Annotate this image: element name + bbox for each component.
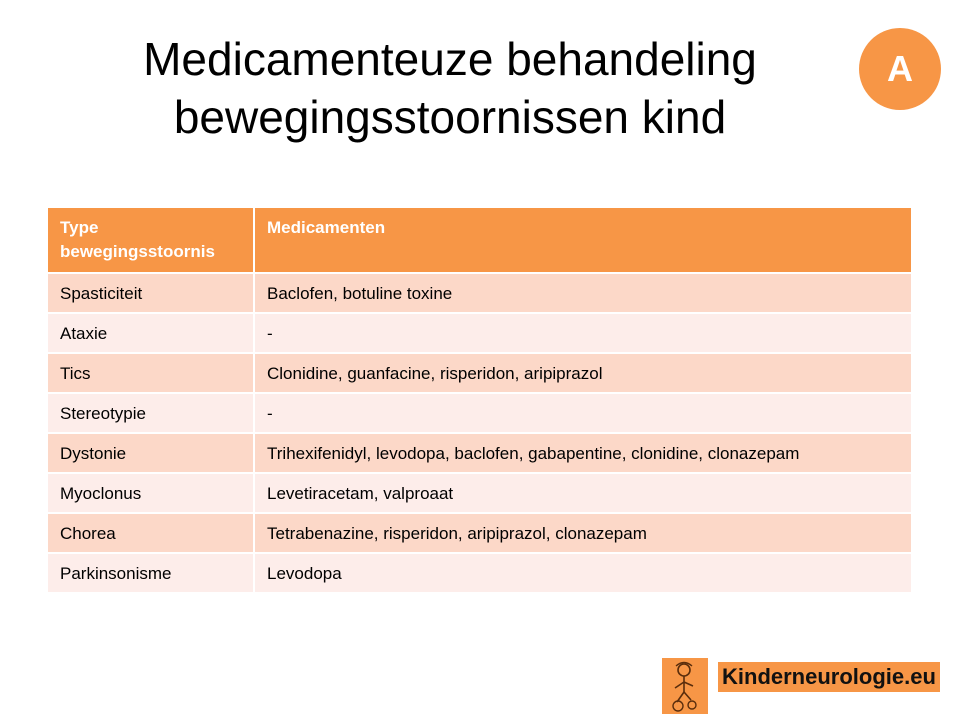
row-medications: Clonidine, guanfacine, risperidon, aripiprazol [254,353,912,393]
table-row [48,433,912,473]
row-type: Spasticiteit [48,273,254,313]
row-medications: Trihexifenidyl, levodopa, baclofen, gabapentine, clonidine, clonazepam [254,433,912,473]
child-figure-icon [662,658,708,714]
row-type: Stereotypie [48,393,254,433]
row-medications: - [254,313,912,353]
slide-title-line-1: Medicamenteuze behandeling [143,33,757,85]
row-type: Tics [48,353,254,393]
row-type: Parkinsonisme [48,553,254,593]
medication-table [48,208,913,594]
slide-title-line-2: bewegingsstoornissen kind [173,91,727,143]
table-row [48,513,912,553]
row-medications: Levetiracetam, valproaat [254,473,912,513]
row-type: Ataxie [48,313,254,353]
row-medications: - [254,393,912,433]
row-type: Dystonie [48,433,254,473]
row-type: Myoclonus [48,473,254,513]
table-row [48,273,912,313]
slide-title [60,30,840,146]
section-badge: A [859,28,941,110]
table-row [48,313,912,353]
logo-text: Kinderneurologie.eu [718,662,940,692]
table-row [48,353,912,393]
site-logo [662,658,940,714]
table-row [48,553,912,593]
table-row [48,393,912,433]
table-header-row [48,208,912,273]
table-row [48,473,912,513]
row-medications: Baclofen, botuline toxine [254,273,912,313]
header-type: Type bewegingsstoornis [48,208,254,273]
row-type: Chorea [48,513,254,553]
row-medications: Tetrabenazine, risperidon, aripiprazol, clonazepam [254,513,912,553]
row-medications: Levodopa [254,553,912,593]
header-medications: Medicamenten [254,208,912,273]
